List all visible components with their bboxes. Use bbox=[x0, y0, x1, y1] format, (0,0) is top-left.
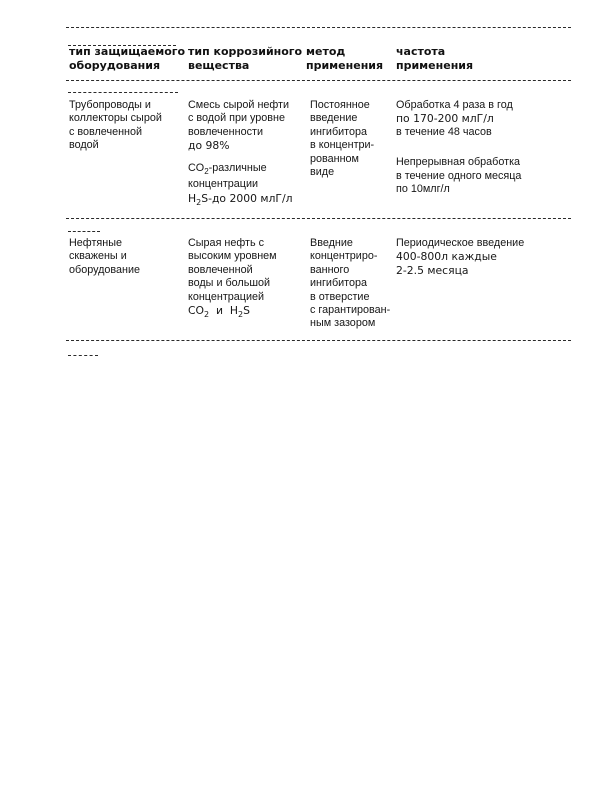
row1-h2s-line bbox=[188, 192, 293, 210]
h2s-suffix: S bbox=[243, 304, 250, 318]
row1-frequency-line: по 170-200 млГ/л bbox=[396, 112, 494, 126]
row2-frequency bbox=[396, 237, 524, 277]
co2-formula: CO bbox=[188, 161, 205, 174]
row2-method-line: ным зазором bbox=[310, 317, 376, 330]
row2-method-line: с гарантирован- bbox=[310, 304, 391, 317]
row2-frequency-line: Периодическое введение bbox=[396, 237, 525, 249]
row1-substance-line: Смесь сырой нефти bbox=[188, 99, 290, 111]
row1-co2-line bbox=[188, 162, 293, 179]
row1-equipment-line: Трубопроводы и bbox=[69, 99, 151, 111]
row1-substance bbox=[188, 99, 293, 209]
rule-top bbox=[66, 27, 571, 28]
header-method-line-1: метод bbox=[306, 45, 346, 58]
row2-equipment bbox=[69, 237, 140, 277]
rule-row1-bottom bbox=[66, 218, 571, 219]
h2s-formula: H bbox=[188, 191, 197, 205]
row2-substance-line: Сырая нефть с bbox=[188, 237, 264, 249]
row1-method-line: виде bbox=[310, 166, 335, 179]
header-method-line-2: применения bbox=[306, 59, 384, 72]
co2-suffix: -различные bbox=[208, 161, 267, 174]
row1-frequency-gap bbox=[396, 139, 521, 156]
row2-method bbox=[310, 237, 390, 331]
co2-subscript: 2 bbox=[204, 166, 209, 176]
header-equipment-line-1: тип защищаемого bbox=[69, 45, 186, 58]
rule-header-bottom-tail bbox=[68, 92, 178, 93]
row1-method-line: Постоянное bbox=[310, 99, 370, 111]
row1-equipment-line: коллекторы сырой bbox=[69, 112, 162, 125]
co2-formula: CO bbox=[188, 304, 205, 318]
row1-concentration-line: концентрации bbox=[188, 178, 259, 191]
row2-substance-line: вовлеченной bbox=[188, 263, 253, 276]
row1-frequency-line: Непрерывная обработка bbox=[396, 156, 521, 169]
row2-method-line: ингибитора bbox=[310, 277, 368, 290]
header-equipment bbox=[69, 45, 185, 73]
row2-method-line: концентриро- bbox=[310, 250, 378, 263]
row1-method-line: в концентри- bbox=[310, 139, 375, 152]
header-frequency bbox=[396, 45, 473, 73]
row2-method-line: в отверстие bbox=[310, 290, 370, 303]
row1-substance-line: вовлеченности bbox=[188, 125, 263, 138]
header-frequency-line-1: частота bbox=[396, 45, 446, 58]
row2-substance-line: высоким уровнем bbox=[188, 250, 277, 263]
co2-subscript: 2 bbox=[204, 310, 210, 320]
row1-substance-line: до 98% bbox=[188, 139, 230, 153]
row2-substance bbox=[188, 237, 277, 322]
h2s-subscript: 2 bbox=[196, 197, 202, 207]
row2-substance-line: воды и большой bbox=[188, 277, 271, 290]
row1-frequency-line: в течение одного месяца bbox=[396, 169, 522, 182]
row2-equipment-line: оборудование bbox=[69, 263, 141, 276]
header-method bbox=[306, 45, 383, 73]
row1-method-line: ингибитора bbox=[310, 125, 368, 138]
row2-formula-line bbox=[188, 304, 277, 322]
row1-equipment-line: с вовлеченной bbox=[69, 125, 143, 138]
row2-substance-line: концентрацией bbox=[188, 290, 265, 303]
rule-table-bottom bbox=[66, 340, 571, 341]
row1-frequency-line: в течение 48 часов bbox=[396, 125, 492, 138]
h2s-formula: H bbox=[229, 304, 239, 318]
row2-equipment-line: скважены и bbox=[69, 250, 127, 263]
header-equipment-line-2: оборудования bbox=[69, 59, 161, 72]
row1-substance-gap bbox=[188, 153, 293, 162]
row1-frequency bbox=[396, 99, 521, 196]
row2-equipment-line: Нефтяные bbox=[69, 237, 122, 249]
rule-table-bottom-tail bbox=[68, 355, 98, 356]
h2s-suffix: S-до 2000 млГ/л bbox=[201, 191, 293, 205]
row1-equipment bbox=[69, 99, 162, 153]
header-frequency-line-2: применения bbox=[396, 59, 474, 72]
rule-row1-bottom-tail bbox=[68, 231, 100, 232]
row1-method bbox=[310, 99, 374, 179]
row1-method-line: рованном bbox=[310, 152, 359, 165]
row1-method-line: введение bbox=[310, 112, 358, 125]
header-substance-line-1: тип коррозийного bbox=[188, 45, 303, 58]
row2-frequency-line: 2-2.5 месяца bbox=[396, 263, 469, 277]
row2-method-line: ванного bbox=[310, 263, 350, 276]
row1-substance-line: с водой при уровне bbox=[188, 112, 285, 125]
row1-frequency-line: по 10млг/л bbox=[396, 183, 450, 196]
row1-frequency-line: Обработка 4 раза в год bbox=[396, 99, 513, 111]
row1-equipment-line: водой bbox=[69, 139, 99, 152]
header-substance bbox=[188, 45, 302, 73]
row2-method-line: Введние bbox=[310, 237, 353, 249]
conjunction: и bbox=[216, 304, 224, 318]
h2s-subscript: 2 bbox=[238, 310, 244, 320]
header-substance-line-2: вещества bbox=[188, 59, 250, 72]
rule-header-bottom bbox=[66, 80, 571, 81]
row2-frequency-line: 400-800л каждые bbox=[396, 250, 497, 264]
